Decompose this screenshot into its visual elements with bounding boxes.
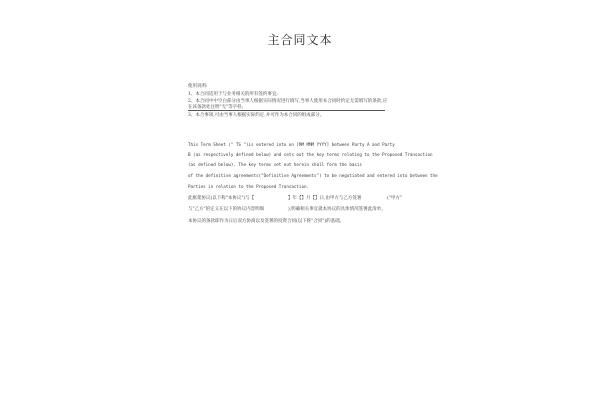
instruction-item-2-line-1: 2、本合同中中空白部分由当事人根据实际情况进行填写,当事人使用本合同时约定无需填写的条款,应: [188, 99, 388, 104]
instructions-divider: [188, 110, 385, 111]
framework-paragraph-2-end: ),明确相关事宜就本协议的具体情况签署此清单。: [288, 207, 386, 212]
framework-paragraph-1-party-a: ("甲方": [387, 196, 402, 201]
framework-paragraph-1-start: 此框架协议(以下称"本协议")与【: [188, 196, 255, 201]
framework-paragraph-2-start: 与"乙方"的定义在以下的协议内容明细: [188, 207, 265, 212]
instruction-item-3: 3、本合事项,可由当事人根据实际约定,并可作为本合同的组成部分。: [188, 113, 325, 118]
term-sheet-line-3: (as defined below). The key terms set out herein shall form the basis: [188, 162, 362, 167]
instruction-item-2-line-2: 在该条款处注明"无"等字样;: [188, 105, 244, 110]
framework-paragraph-3: 本协议的条款即作为日后双方协商以及签署的投资合同(以下称"合同")的基础。: [188, 219, 345, 224]
framework-paragraph-1-date: 】年【】月【】日,由甲方与乙方签署: [288, 196, 362, 201]
term-sheet-line-4: of the definitive agreements("Definitive Agreements") to be negotiated and entered into between the: [188, 173, 438, 178]
term-sheet-line-5: Parties in relation to the Proposed Transaction.: [188, 184, 310, 189]
instruction-item-1: 1、本合同适用于与业务相关的所有签约事宜;: [188, 92, 278, 97]
term-sheet-line-2: B (as respectively defined below) and sets out the key terms relating to the Proposed Transaction: [188, 152, 433, 157]
term-sheet-line-1: This Term Sheet (" TS ")is entered into on [MM MMM YYYY] between Party A and Party: [188, 142, 395, 147]
document-title: 主合同文本: [267, 33, 333, 47]
instructions-heading: 使用说明:: [188, 84, 208, 89]
